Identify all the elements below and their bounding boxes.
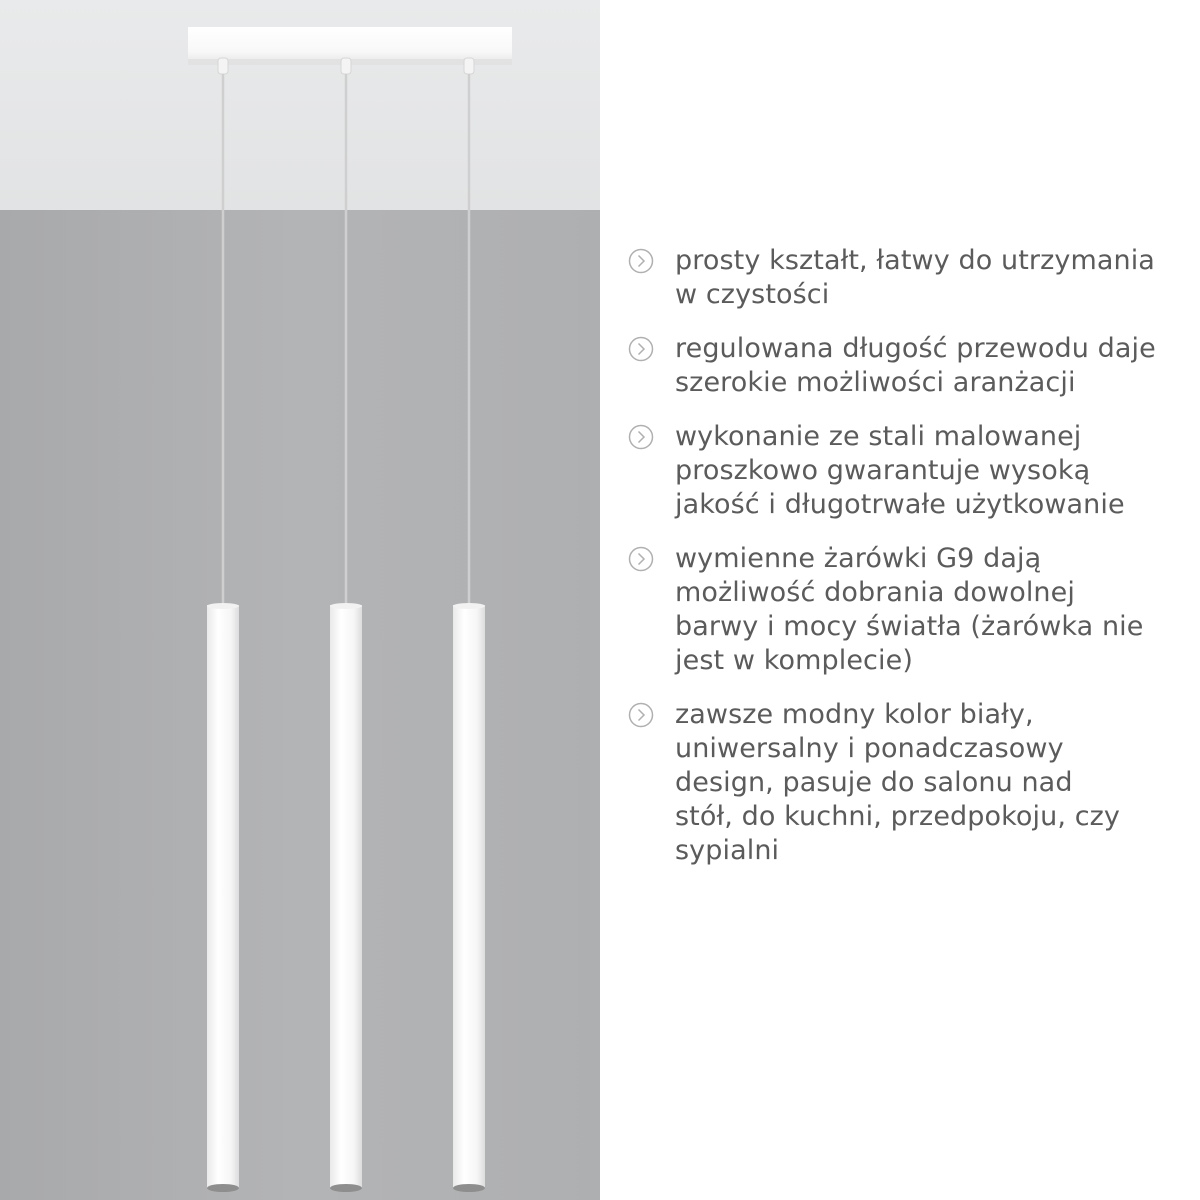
suspension-cables — [223, 74, 469, 608]
feature-text: zawsze modny kolor biały, uniwersalny i ponadczasowy design, pasuje do salonu nad stół, do kuchni, przedpokoju, czy sypialni — [675, 699, 1120, 866]
feature-item-4 — [628, 542, 1188, 678]
lamp-tube-3 — [453, 603, 485, 1192]
chevron-right-circle-icon — [628, 336, 654, 362]
feature-text: wykonanie ze stali malowanej proszkowo gwarantuje wysoką jakość i długotrwałe użytkowanie — [675, 421, 1125, 520]
feature-text: wymienne żarówki G9 dają możliwość dobrania dowolnej barwy i mocy światła (żarówka nie jest w komplecie) — [675, 543, 1144, 676]
feature-item-2 — [628, 332, 1188, 400]
chevron-right-circle-icon — [628, 248, 654, 274]
feature-text: regulowana długość przewodu daje szerokie możliwości aranżacji — [675, 333, 1156, 398]
feature-item-5 — [628, 698, 1188, 868]
chevron-right-circle-icon — [628, 546, 654, 572]
chevron-right-circle-icon — [628, 702, 654, 728]
feature-item-3 — [628, 420, 1188, 522]
lamp-tube-1 — [207, 603, 239, 1192]
lamp-tube-2 — [330, 603, 362, 1192]
chevron-right-circle-icon — [628, 424, 654, 450]
feature-item-1 — [628, 244, 1188, 312]
feature-list — [628, 244, 1188, 888]
feature-text: prosty kształt, łatwy do utrzymania w czystości — [675, 245, 1155, 310]
